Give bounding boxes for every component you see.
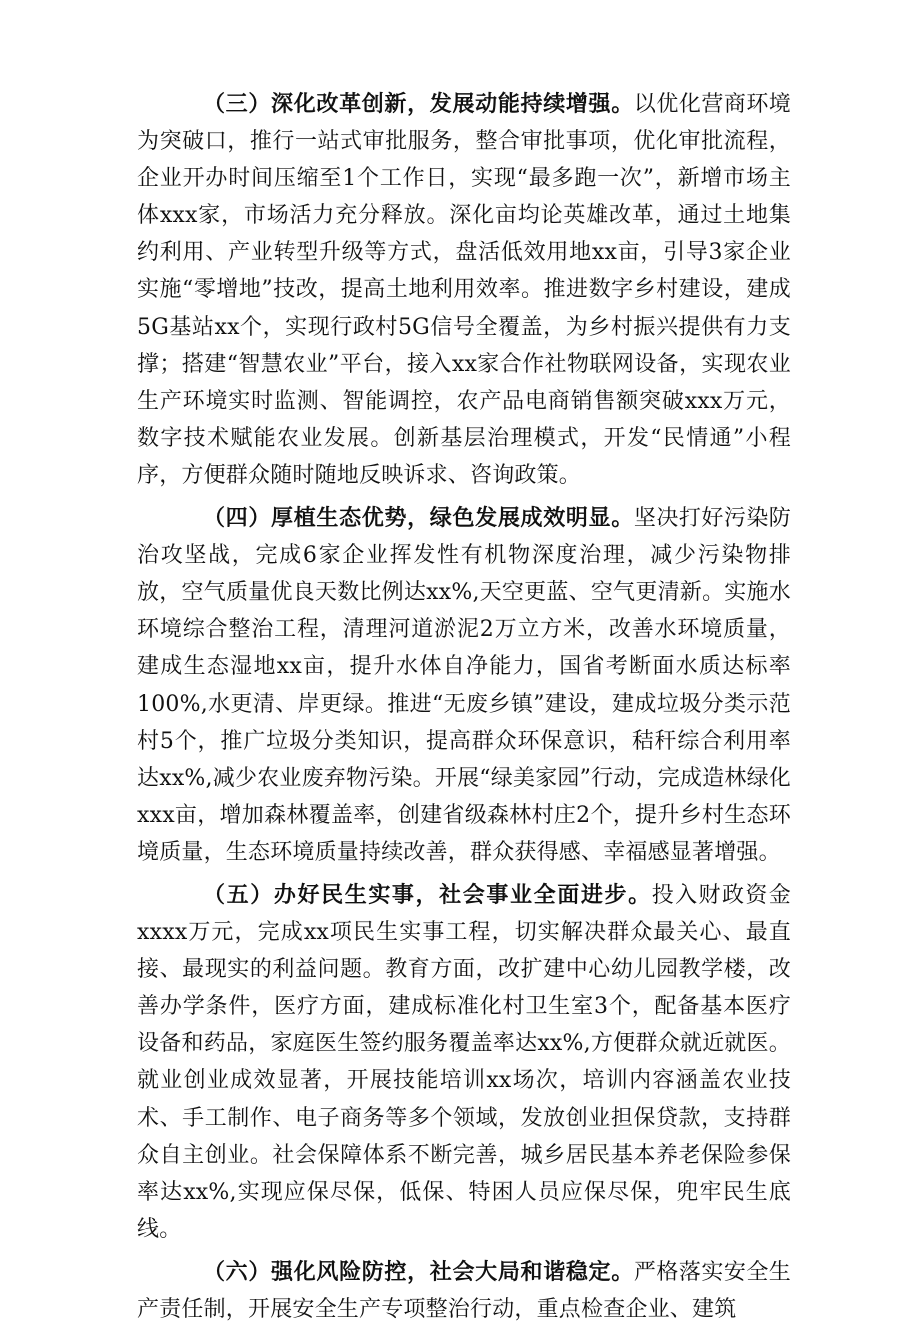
paragraph-reform-innovation (137, 86, 791, 494)
paragraph-heading: （六）强化风险防控，社会大局和谐稳定。 (203, 1259, 634, 1285)
document-body (137, 86, 791, 1334)
paragraph-risk-control (137, 1254, 791, 1328)
paragraph-heading: （四）厚植生态优势，绿色发展成效明显。 (203, 506, 634, 532)
paragraph-heading: （三）深化改革创新，发展动能持续增强。 (203, 92, 634, 117)
paragraph-text: 以优化营商环境为突破口，推行一站式审批服务，整合审批事项，优化审批流程，企业开办时间压缩至1个工作日，实现“最多跑一次”，新增市场主体xxx家，市场活力充分释放。深化亩均论英雄改革，通过土地集约利用、产业转型升级等方式，盘活低效用地xx亩，引导3家企业实施“零增地”技改，提高土地利用效率。推进数字乡村建设，建成5G基站xx个，实现行政村5G信号全覆盖，为乡村振兴提供有力支撑；搭建“智慧农业”平台，接入xx家合作社物联网设备，实现农业生产环境实时监测、智能调控，农产品电商销售额突破xxx万元，数字技术赋能农业发展。创新基层治理模式，开发“民情通”小程序，方便群众随时随地反映诉求、咨询政策。 (137, 92, 791, 488)
paragraph-text: 坚决打好污染防治攻坚战，完成6家企业挥发性有机物深度治理，减少污染物排放，空气质量优良天数比例达xx%,天空更蓝、空气更清新。实施水环境综合整治工程，清理河道淤泥2万立方米，改善水环境质量，建成生态湿地xx亩，提升水体自净能力，国省考断面水质达标率100%,水更清、岸更绿。推进“无废乡镇”建设，建成垃圾分类示范村5个，推广垃圾分类知识，提高群众环保意识，秸秆综合利用率达xx%,减少农业废弃物污染。开展“绿美家园”行动，完成造林绿化xxx亩，增加森林覆盖率，创建省级森林村庄2个，提升乡村生态环境质量，生态环境质量持续改善，群众获得感、幸福感显著增强。 (137, 506, 791, 865)
paragraph-heading: （五）办好民生实事，社会事业全面进步。 (203, 882, 652, 908)
paragraph-text: 投入财政资金xxxx万元，完成xx项民生实事工程，切实解决群众最关心、最直接、最现实的利益问题。教育方面，改扩建中心幼儿园教学楼，改善办学条件，医疗方面，建成标准化村卫生室3个，配备基本医疗设备和药品，家庭医生签约服务覆盖率达xx%,方便群众就近就医。就业创业成效显著，开展技能培训xx场次，培训内容涵盖农业技术、手工制作、电子商务等多个领域，发放创业担保贷款，支持群众自主创业。社会保障体系不断完善，城乡居民基本养老保险参保率达xx%,实现应保尽保，低保、特困人员应保尽保，兜牢民生底线。 (137, 882, 792, 1242)
paragraph-ecology (137, 500, 791, 871)
paragraph-livelihood (137, 877, 791, 1248)
paragraph-text: 严格落实安全生产责任制，开展安全生产专项整治行动，重点检查企业、建筑 (137, 1259, 791, 1322)
